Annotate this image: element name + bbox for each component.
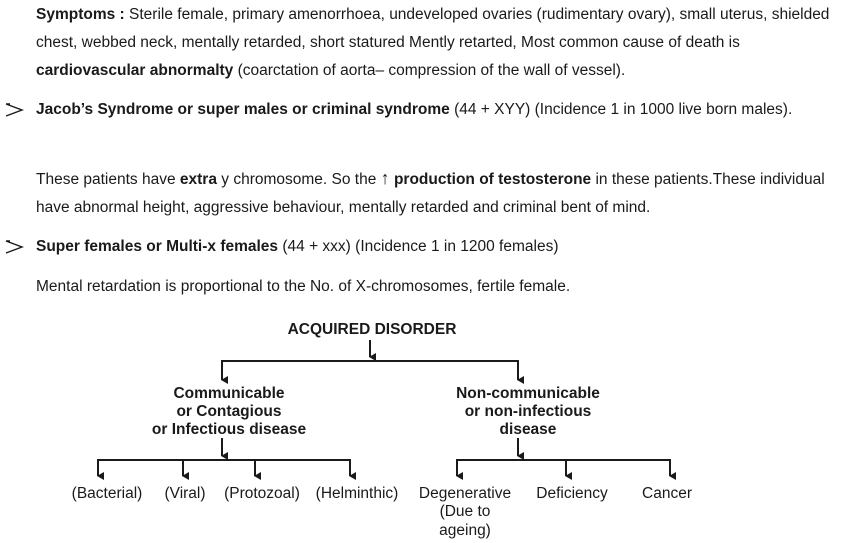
jacob-desc-a: These patients have	[36, 171, 180, 188]
jacob-desc-extra: extra	[179, 171, 217, 188]
communicable-line-2: or Contagious	[176, 403, 282, 420]
leaf-viral: (Viral)	[164, 485, 206, 502]
jacob-incidence: (44 + XYY) (Incidence 1 in 1000 live born males).	[449, 101, 793, 118]
symptoms-bold: cardiovascular abnormalty	[36, 62, 234, 79]
communicable-line-3: or Infectious disease	[151, 421, 307, 438]
jacob-desc-e: in these patients.These individual have abnormal height, aggressive behaviour, mentally retarded and criminal bent of mind.	[36, 171, 825, 216]
leaf-bacterial: (Bacterial)	[71, 485, 143, 502]
leaf-degenerative: Degenerative	[418, 485, 512, 502]
tree-root-label: ACQUIRED DISORDER	[287, 321, 457, 338]
leaf-degenerative-note-1: (Due to	[439, 503, 491, 520]
superfemale-incidence: (44 + xxx) (Incidence 1 in 1200 females)	[278, 238, 559, 255]
leaf-degenerative-note-2: ageing)	[439, 522, 491, 539]
jacob-desc-testosterone: production of testosterone	[389, 171, 592, 188]
leaf-helminthic: (Helminthic)	[315, 485, 399, 502]
leaf-deficiency: Deficiency	[536, 485, 608, 502]
symptoms-text: Sterile female, primary amenorrhoea, undeveloped ovaries (rudimentary ovary), small uterus, shielded chest, webbed neck, mentally retarded, short statured Mently retarted, Most common cause of death is	[36, 6, 830, 51]
symptoms-text-end: (coarctation of aorta– compression of the wall of vessel).	[233, 62, 626, 79]
up-arrow-icon: ↑	[380, 168, 390, 188]
jacob-title: Jacob’s Syndrome or super males or criminal syndrome	[36, 101, 450, 118]
leaf-protozoal: (Protozoal)	[224, 485, 300, 502]
jacob-desc-c: y chromosome. So the	[216, 171, 381, 188]
symptoms-label: Symptoms :	[36, 6, 125, 23]
superfemale-desc: Mental retardation is proportional to the No. of X-chromosomes, fertile female.	[36, 278, 571, 295]
noncommunicable-line-2: or non-infectious	[464, 403, 592, 420]
noncommunicable-line-1: Non-communicable	[456, 385, 600, 402]
noncommunicable-line-3: disease	[499, 421, 557, 438]
leaf-cancer: Cancer	[642, 485, 692, 502]
superfemale-title: Super females or Multi-x females	[36, 238, 279, 255]
communicable-line-1: Communicable	[173, 385, 285, 402]
